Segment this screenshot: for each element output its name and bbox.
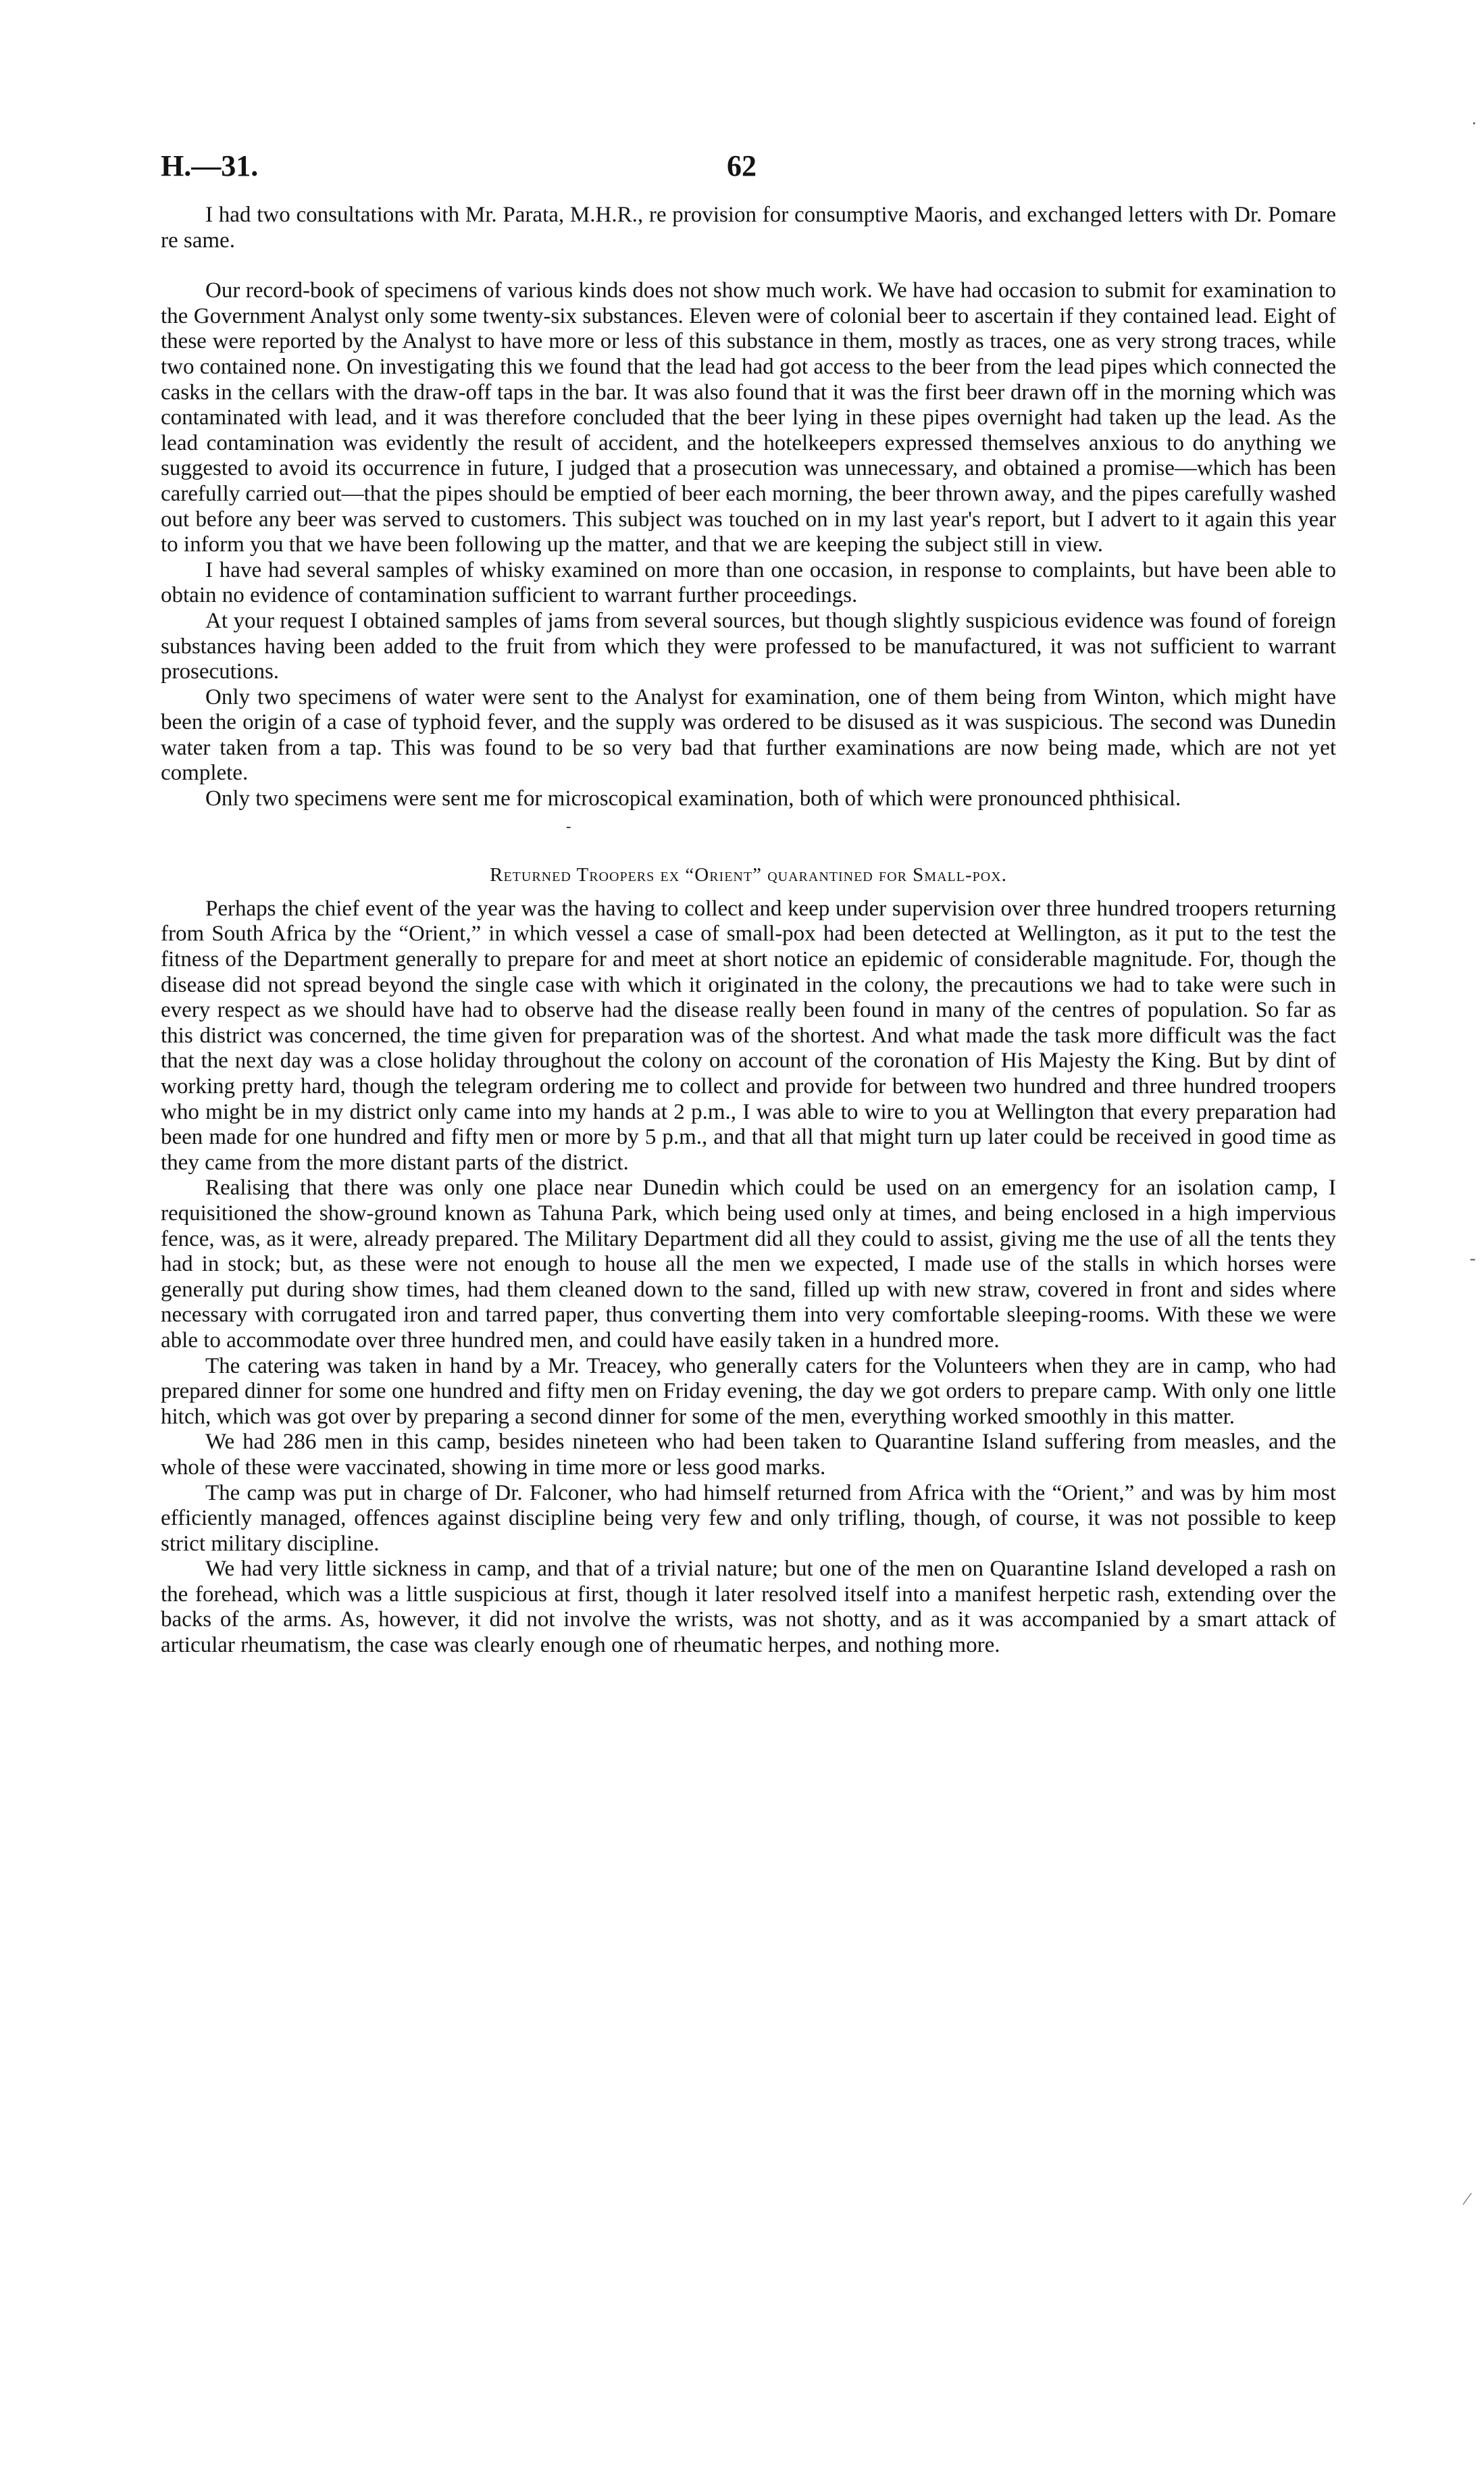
paragraph: Realising that there was only one place near Dunedin which could be used on an emergency for an isolation camp, I requisitioned the show-ground known as Tahuna Park, which being used only at times, and being enclosed in a high impervious fence, was, as it were, already prepared. The Military Department did all they could to assist, giving me the use of all the tents they had in stock; but, as these were not enough to house all the men we expected, I made use of the stalls in which horses were generally put during show times, had them cleaned down to the sand, filled up with new straw, covered in front and sides where necessary with corrugated iron and tarred paper, thus converting them into very comfortable sleeping-rooms. With these we were able to accommodate over three hundred men, and could have easily taken in a hundred more. [161,1176,1336,1353]
stray-dash: - [566,817,571,834]
margin-mark-top: · [1471,114,1477,133]
series-number: H.—31. [161,149,259,182]
paragraph: We had 286 men in this camp, besides nineteen who had been taken to Quarantine Island suffering from measles, and the whole of these were vaccinated, showing in time more or less good marks. [161,1430,1336,1480]
document-body [161,203,1336,1659]
page-header [161,149,1336,203]
paragraph: Our record-book of specimens of various kinds does not show much work. We have had occasion to submit for examination to the Government Analyst only some twenty-six substances. Eleven were of colonial beer to ascertain if they contained lead. Eight of these were reported by the Analyst to have more or less of this substance in them, mostly as traces, one as very strong traces, while two contained none. On investigating this we found that the lead had got access to the beer from the lead pipes which connected the casks in the cellars with the draw-off taps in the bar. It was also found that it was the first beer drawn off in the morning which was contaminated with lead, and it was therefore concluded that the beer lying in these pipes overnight had taken up the lead. As the lead contamination was evidently the result of accident, and the hotelkeepers expressed themselves anxious to do anything we suggested to avoid its occurrence in future, I judged that a prosecution was unnecessary, and obtained a promise—which has been carefully carried out—that the pipes should be emptied of beer each morning, the beer thrown away, and the pipes carefully washed out before any beer was served to customers. This subject was touched on in my last year's report, but I advert to it again this year to inform you that we have been following up the matter, and that we are keeping the subject still in view. [161,278,1336,557]
paragraphs-after [161,897,1336,1659]
paragraph: The camp was put in charge of Dr. Falconer, who had himself returned from Africa with the “Orient,” and was by him most efficiently managed, offences against discipline being very few and only trifling, though, of course, it was not possible to keep strict military discipline. [161,1480,1336,1556]
paragraph: Only two specimens of water were sent to the Analyst for examination, one of them being from Winton, which might have been the origin of a case of typhoid fever, and the supply was ordered to be disused as it was suspicious. The second was Dunedin water taken from a tap. This was found to be so very bad that further examinations are now being made, which are not yet complete. [161,684,1336,786]
stray-mark [161,812,1336,839]
paragraph: I have had several samples of whisky examined on more than one occasion, in response to complaints, but have been able to obtain no evidence of contamination sufficient to warrant further proceedings. [161,557,1336,608]
paragraph: We had very little sickness in camp, and that of a trivial nature; but one of the men on Quarantine Island developed a rash on the forehead, which was a little suspicious at first, though it later resolved itself into a manifest herpetic rash, extending over the backs of the arms. As, however, it did not involve the wrists, was not shotty, and as it was accompanied by a smart attack of articular rheumatism, the case was clearly enough one of rheumatic herpes, and nothing more. [161,1557,1336,1658]
paragraph: Perhaps the chief event of the year was the having to collect and keep under supervision over three hundred troopers returning from South Africa by the “Orient,” in which vessel a case of small-pox had been detected at Wellington, as it put to the test the fitness of the Department generally to prepare for and meet at short notice an epidemic of considerable magnitude. For, though the disease did not spread beyond the single case with which it originated in the colony, the precautions we had to take were such in every respect as we should have had to observe had the disease really been found in many of the centres of population. So far as this district was concerned, the time given for preparation was of the shortest. And what made the task more difficult was the fact that the next day was a close holiday throughout the colony on account of the coronation of His Majesty the King. But by dint of working pretty hard, though the telegram ordering me to collect and provide for between two hundred and three hundred troopers who might be in my district only came into my hands at 2 p.m., I was able to wire to you at Wellington that every preparation had been made for one hundred and fifty men or more by 5 p.m., and that all that might turn up later could be received in good time as they came from the more distant parts of the district. [161,896,1336,1175]
paragraph: I had two consultations with Mr. Parata, M.H.R., re provision for consumptive Maoris, and exchanged letters with Dr. Pomare re same. [161,203,1336,253]
paragraph: Only two specimens were sent me for microscopical examination, both of which were pronounced phthisical. [205,786,1181,811]
page-number: 62 [727,149,757,182]
paragraph: The catering was taken in hand by a Mr. Treacey, who generally caters for the Volunteers when they are in camp, who had prepared dinner for some one hundred and fifty men on Friday evening, the day we got orders to prepare camp. With only one little hitch, which was got over by preparing a second dinner for some of the men, everything worked smoothly in this matter. [161,1353,1336,1429]
margin-mark-bottom: ∕ [1466,2189,1469,2209]
paragraphs-before [161,203,1336,812]
paragraph: At your request I obtained samples of jams from several sources, but though slightly suspicious evidence was found of foreign substances having been added to the fruit from which they were professed to be manufactured, it was not sufficient to warrant prosecutions. [161,608,1336,684]
margin-mark-middle: - [1470,1249,1476,1268]
section-heading: Returned Troopers ex “Orient” quarantined for Small-pox. [490,864,1007,886]
document-page [161,149,1336,1659]
